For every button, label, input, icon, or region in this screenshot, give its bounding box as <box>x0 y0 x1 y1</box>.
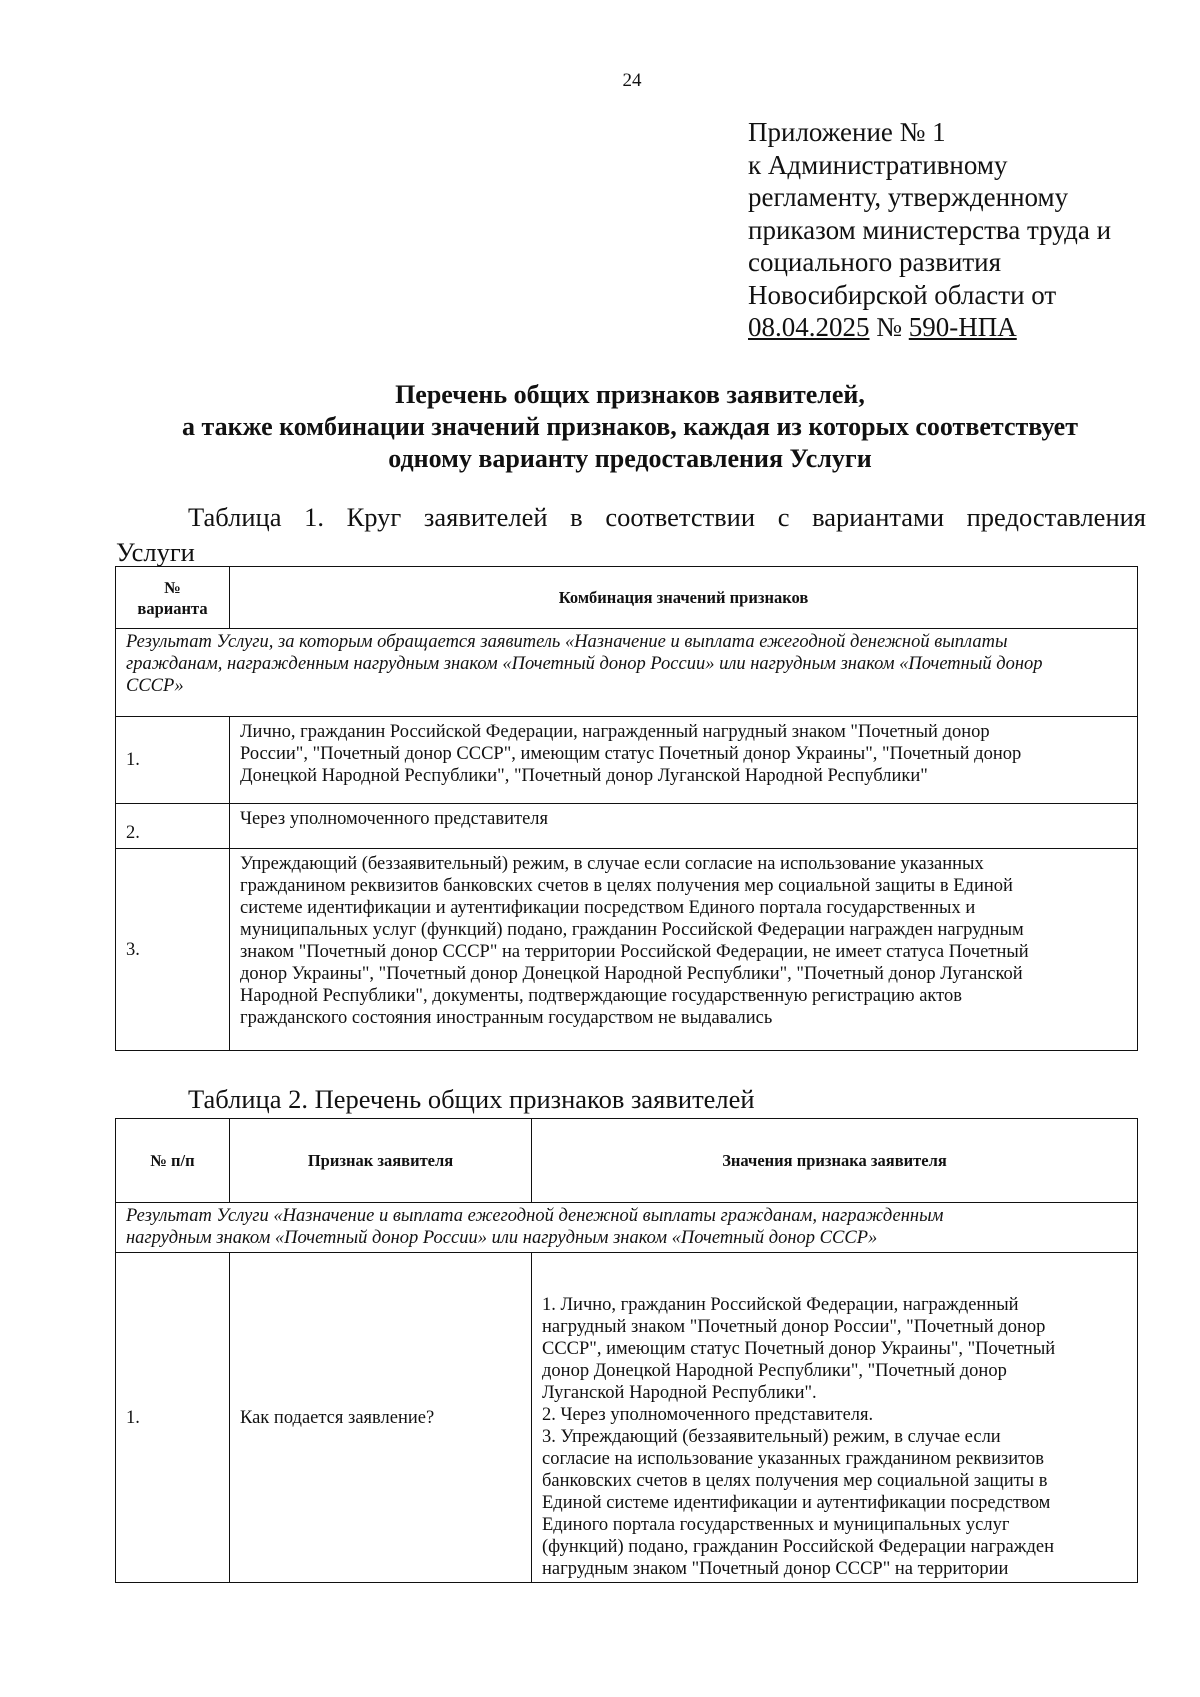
variant-number-cell: 1. <box>116 717 230 804</box>
cell-line: Упреждающий (беззаявительный) режим, в случае если согласие на использование указанных <box>240 854 984 874</box>
cell-line: системе идентификации и аутентификации посредством Единого портала государственных и <box>240 898 976 918</box>
cell-line: нагрудный знаком "Почетный донор России", "Почетный донор <box>542 1317 1046 1337</box>
cell-line: СССР", имеющим статус Почетный донор Украины", "Почетный <box>542 1339 1056 1359</box>
result-line: гражданам, награжденным нагрудным знаком «Почетный донор России» или нагрудным знаком «Почетный донор <box>126 654 1043 674</box>
table-row <box>116 849 1138 1051</box>
caption-word: Таблица <box>188 502 282 532</box>
variant-number-cell: 3. <box>116 849 230 1051</box>
title-line: а также комбинации значений признаков, каждая из которых соответствует <box>182 412 1078 441</box>
cell-line: донор Украины", "Почетный донор Донецкой Народной Республики", "Почетный донор Луганской <box>240 964 1023 984</box>
cell-line: нагрудным знаком "Почетный донор СССР" на территории <box>542 1559 1009 1579</box>
cell-line: Донецкой Народной Республики", "Почетный донор Луганской Народной Республики" <box>240 766 928 786</box>
applicant-signs-table <box>115 1118 1138 1583</box>
caption-word: в <box>570 502 583 532</box>
caption-word: Круг <box>346 502 402 532</box>
table1-caption-end: Услуги <box>116 537 195 567</box>
appendix-order-line <box>748 311 1168 344</box>
document-title <box>110 379 1150 475</box>
table-row <box>116 717 1138 804</box>
caption-word: вариантами <box>812 502 944 532</box>
cell-line: 1. Лично, гражданин Российской Федерации, награжденный <box>542 1295 1019 1315</box>
appendix-line: социального развития <box>748 247 1002 277</box>
sign-cell: Как подается заявление? <box>230 1253 532 1583</box>
appendix-line: Новосибирской области от <box>748 279 1057 310</box>
caption-word: с <box>777 502 790 532</box>
result-line: СССР» <box>126 676 184 696</box>
header-cell-variant-number <box>116 567 230 629</box>
appendix-block <box>748 116 1168 344</box>
table1-caption-line <box>116 500 1146 535</box>
variant-description-cell <box>230 804 1138 849</box>
cell-line: муниципальных услуг (функций) подано, гражданин Российской Федерации награжден нагрудным <box>240 920 1024 940</box>
cell-line: Через уполномоченного представителя <box>240 809 549 829</box>
variant-description-cell <box>230 849 1138 1051</box>
page-number: 24 <box>622 70 642 91</box>
number-sign: № <box>876 312 903 342</box>
appendix-line: Приложение № 1 <box>748 117 946 147</box>
cell-line: донор Донецкой Народной Республики", "Почетный донор <box>542 1361 1007 1381</box>
cell-line: 3. Упреждающий (беззаявительный) режим, в случае если <box>542 1427 1001 1447</box>
variant-description-cell <box>230 717 1138 804</box>
cell-line: согласие на использование указанных гражданином реквизитов <box>542 1449 1045 1469</box>
title-line: одному варианту предоставления Услуги <box>388 444 872 473</box>
cell-line: России", "Почетный донор СССР", имеющим статус Почетный донор Украины", "Почетный донор <box>240 744 1022 764</box>
appendix-line: к Административному <box>748 149 1008 180</box>
appendix-line: приказом министерства труда и <box>748 214 1112 245</box>
caption-word: предоставления <box>966 502 1146 532</box>
table-header-row <box>116 1119 1138 1203</box>
cell-line: Лично, гражданин Российской Федерации, награжденный нагрудный знаком "Почетный донор <box>240 722 990 742</box>
header-cell-combination: Комбинация значений признаков <box>230 567 1138 629</box>
header-cell-sign: Признак заявителя <box>230 1119 532 1203</box>
result-line: нагрудным знаком «Почетный донор России» или нагрудным знаком «Почетный донор СССР» <box>126 1228 878 1248</box>
header-text: № <box>164 577 181 597</box>
row-number-cell: 1. <box>116 1253 230 1583</box>
table-row <box>116 804 1138 849</box>
table2-caption: Таблица 2. Перечень общих признаков заявителей <box>188 1084 755 1114</box>
title-line: Перечень общих признаков заявителей, <box>395 380 865 409</box>
result-row <box>116 1203 1138 1253</box>
order-date: 08.04.2025 <box>748 312 870 342</box>
table-row <box>116 1253 1138 1583</box>
caption-word: заявителей <box>423 502 548 532</box>
cell-line: (функций) подано, гражданин Российской Федерации награжден <box>542 1537 1054 1557</box>
variant-number-cell: 2. <box>116 804 230 849</box>
caption-word: соответствии <box>605 502 756 532</box>
cell-line: гражданского состояния иностранным государством не выдавались <box>240 1008 773 1028</box>
appendix-line: регламенту, утвержденному <box>748 182 1069 212</box>
result-cell <box>116 1203 1138 1253</box>
header-cell-values: Значения признака заявителя <box>532 1119 1138 1203</box>
cell-line: банковских счетов в целях получения мер социальной защиты в <box>542 1471 1048 1491</box>
result-cell <box>116 629 1138 717</box>
cell-line: Единого портала государственных и муниципальных услуг <box>542 1515 1010 1535</box>
header-cell-number: № п/п <box>116 1119 230 1203</box>
header-text: варианта <box>137 598 208 618</box>
values-cell <box>532 1253 1138 1583</box>
result-line: Результат Услуги, за которым обращается заявитель «Назначение и выплата ежегодной денежной выплаты <box>126 632 1008 652</box>
cell-line: Луганской Народной Республики". <box>542 1383 817 1403</box>
cell-line: Народной Республики", документы, подтверждающие государственную регистрацию актов <box>240 986 962 1006</box>
result-row <box>116 629 1138 717</box>
cell-line: Единой системе идентификации и аутентификации посредством <box>542 1493 1051 1513</box>
cell-line: гражданином реквизитов банковских счетов в целях получения мер социальной защиты в Единой <box>240 876 1013 896</box>
cell-line: 2. Через уполномоченного представителя. <box>542 1405 874 1425</box>
table-header-row <box>116 567 1138 629</box>
result-line: Результат Услуги «Назначение и выплата ежегодной денежной выплаты гражданам, награжденным <box>126 1206 944 1226</box>
order-number: 590-НПА <box>908 312 1017 342</box>
variants-table <box>115 566 1138 1051</box>
table1-caption <box>116 500 1146 570</box>
caption-word: 1. <box>304 502 324 532</box>
cell-line: знаком "Почетный донор СССР" на территории Российской Федерации, не имеет статуса Почетный <box>240 942 1029 962</box>
